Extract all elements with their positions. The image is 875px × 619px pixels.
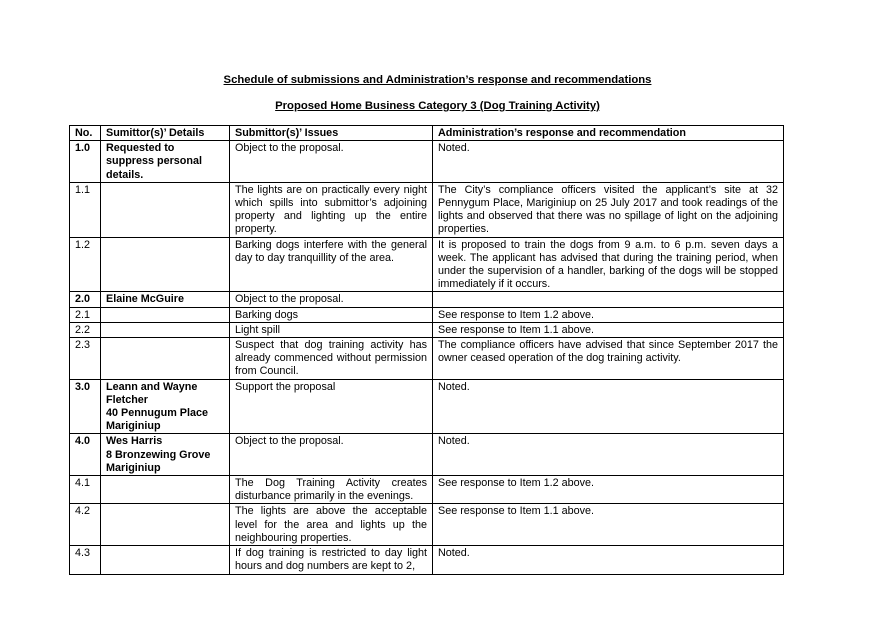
submittor-issue: The Dog Training Activity creates disturbance primarily in the evenings.	[230, 476, 433, 504]
submissions-table	[69, 125, 784, 575]
header-issues: Submittor(s)’ Issues	[230, 126, 433, 141]
admin-response: It is proposed to train the dogs from 9 a.m. to 6 p.m. seven days a week. The applicant has advised that during the training period, when under the supervision of a handler, barking of the dogs will be stopped immediately if it occurs.	[433, 237, 784, 292]
submittor-issue	[230, 546, 433, 574]
submittor-details	[101, 322, 230, 337]
table-row	[70, 237, 784, 292]
admin-response: Noted.	[433, 379, 784, 434]
table-row	[70, 307, 784, 322]
row-number: 2.3	[70, 338, 101, 380]
admin-response: See response to Item 1.1 above.	[433, 322, 784, 337]
header-no: No.	[70, 126, 101, 141]
row-number: 4.3	[70, 546, 101, 574]
submittor-details	[101, 307, 230, 322]
table-row	[70, 338, 784, 380]
admin-response: Noted.	[433, 141, 784, 183]
submittor-issue: Barking dogs	[230, 307, 433, 322]
submittor-issue: Barking dogs interfere with the general day to day tranquillity of the area.	[230, 237, 433, 292]
submittor-detail-line: Elaine McGuire	[106, 293, 185, 306]
submittor-detail-line: Mariginiup	[106, 461, 161, 474]
submittor-issue: Light spill	[230, 322, 433, 337]
row-number: 2.2	[70, 322, 101, 337]
submittor-detail-line: 8 Bronzewing Grove	[106, 448, 211, 461]
row-number: 1.1	[70, 182, 101, 237]
table-header-row	[70, 126, 784, 141]
submittor-detail-line: Requested to suppress personal details.	[106, 142, 203, 181]
admin-response: Noted.	[433, 434, 784, 476]
table-row	[70, 546, 784, 574]
row-number: 4.0	[70, 434, 101, 476]
submittor-detail-line: Wes Harris	[106, 435, 163, 448]
table-row	[70, 434, 784, 476]
admin-response: See response to Item 1.2 above.	[433, 307, 784, 322]
submittor-issue: Object to the proposal.	[230, 141, 433, 183]
submittor-details	[101, 338, 230, 380]
submittor-issue: Object to the proposal.	[230, 292, 433, 307]
submittor-detail-line: Leann and Wayne Fletcher	[106, 380, 198, 406]
header-details: Sumittor(s)’ Details	[101, 126, 230, 141]
submittor-issue: Suspect that dog training activity has already commenced without permission from Council.	[230, 338, 433, 380]
admin-response: Noted.	[433, 546, 784, 574]
submittor-detail-line: Mariginiup	[106, 420, 161, 433]
document-title: Schedule of submissions and Administration’s response and recommendations	[223, 74, 652, 86]
submittor-issue: Support the proposal	[230, 379, 433, 434]
submittor-details	[101, 434, 230, 476]
header-response: Administration’s response and recommendation	[433, 126, 784, 141]
table-row	[70, 504, 784, 546]
table-row	[70, 292, 784, 307]
submittor-issue-text: If dog training is restricted to day light hours and dog numbers are kept to 2,	[235, 547, 427, 573]
row-number: 1.2	[70, 237, 101, 292]
row-number: 3.0	[70, 379, 101, 434]
submittor-details	[101, 292, 230, 307]
table-row	[70, 379, 784, 434]
admin-response: The City’s compliance officers visited the applicant’s site at 32 Pennygum Place, Mariginiup on 25 July 2017 and took readings of the lights and observed that there was no spillage of light on the adjoining properties.	[433, 182, 784, 237]
table-row	[70, 141, 784, 183]
submittor-issue: The lights are above the acceptable level for the area and lights up the neighbouring properties.	[230, 504, 433, 546]
row-number: 2.1	[70, 307, 101, 322]
admin-response	[433, 292, 784, 307]
document-subtitle: Proposed Home Business Category 3 (Dog Training Activity)	[275, 100, 600, 112]
admin-response: See response to Item 1.2 above.	[433, 476, 784, 504]
table-row	[70, 322, 784, 337]
submittor-details	[101, 546, 230, 574]
row-number: 4.1	[70, 476, 101, 504]
row-number: 1.0	[70, 141, 101, 183]
row-number: 2.0	[70, 292, 101, 307]
submittor-details	[101, 504, 230, 546]
submittor-details	[101, 237, 230, 292]
submittor-issue: Object to the proposal.	[230, 434, 433, 476]
submittor-detail-line: 40 Pennugum Place	[106, 407, 209, 420]
table-row	[70, 476, 784, 504]
submittor-details	[101, 141, 230, 183]
submittor-details	[101, 476, 230, 504]
submittor-details	[101, 379, 230, 434]
admin-response: See response to Item 1.1 above.	[433, 504, 784, 546]
row-number: 4.2	[70, 504, 101, 546]
admin-response: The compliance officers have advised that since September 2017 the owner ceased operation of the dog training activity.	[433, 338, 784, 380]
submittor-details	[101, 182, 230, 237]
submittor-issue: The lights are on practically every night which spills into submittor’s adjoining property and lighting up the entire property.	[230, 182, 433, 237]
table-row	[70, 182, 784, 237]
